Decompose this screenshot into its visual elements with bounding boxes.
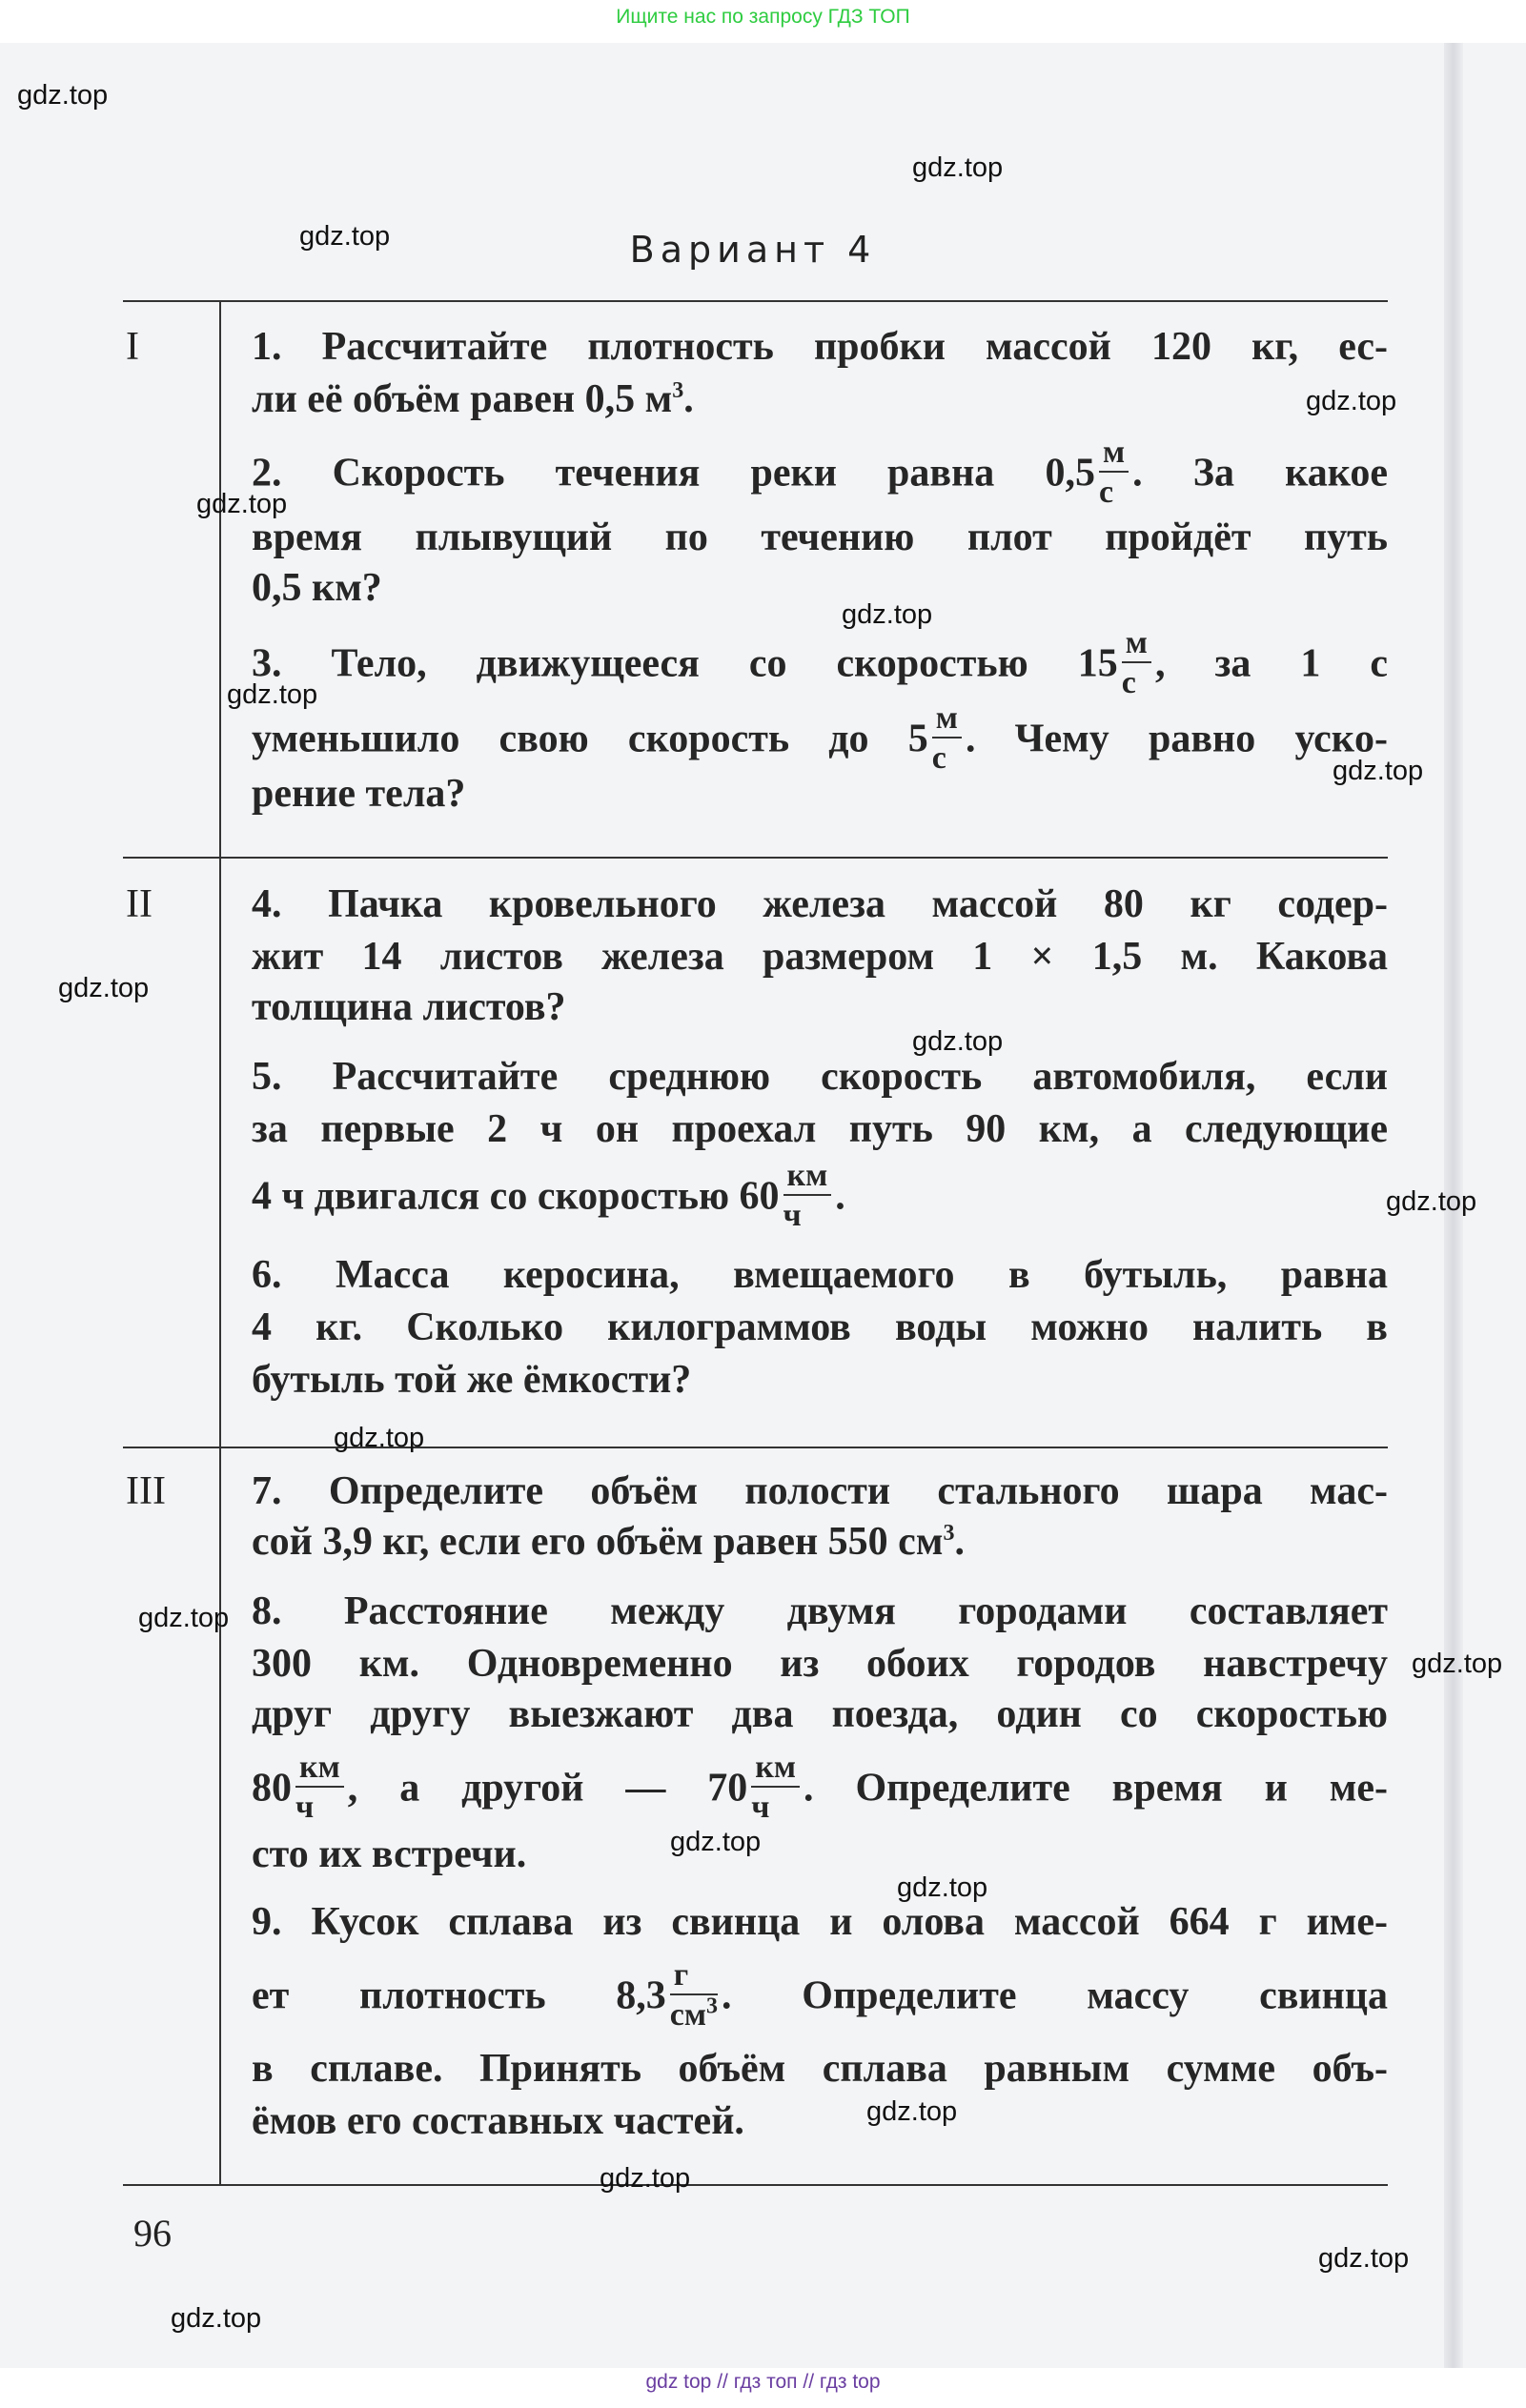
- section-label-2: II: [126, 882, 153, 926]
- problem-7-line: [252, 1465, 1388, 1518]
- problem-text: . За какое: [1132, 451, 1388, 496]
- watermark-link[interactable]: gdz.top: [897, 1872, 988, 1903]
- superscript: 3: [943, 1521, 955, 1546]
- watermark-link[interactable]: gdz.top: [912, 1026, 1004, 1057]
- divider-section-2: [123, 857, 1388, 859]
- problem-8-line: [252, 1750, 1388, 1825]
- problem-2-line: [252, 435, 1388, 510]
- problem-9-line: [252, 2094, 1388, 2148]
- watermark-link[interactable]: gdz.top: [17, 80, 109, 111]
- problem-text: Рассчитайте плотность пробки массой 120 кг, ес-: [321, 325, 1389, 369]
- problem-8-line: [252, 1637, 1388, 1690]
- problem-text: толщина листов?: [252, 985, 566, 1029]
- fraction-denominator: [295, 1788, 344, 1824]
- superscript: 3: [672, 378, 684, 403]
- watermark-link[interactable]: gdz.top: [600, 2163, 691, 2194]
- watermark-link[interactable]: gdz.top: [227, 679, 318, 710]
- unit-fraction: [932, 702, 962, 775]
- denominator-text: ч: [295, 1790, 315, 1825]
- search-banner[interactable]: Ищите нас по запросу ГДЗ ТОП: [616, 6, 910, 28]
- fraction-denominator: [1122, 663, 1151, 699]
- problem-1-line: [252, 320, 1388, 374]
- watermark-link[interactable]: gdz.top: [1306, 386, 1397, 416]
- watermark-link[interactable]: gdz.top: [299, 221, 391, 252]
- fraction-denominator: [1099, 473, 1129, 509]
- problem-7-line: [252, 1515, 1388, 1568]
- section-label-3: III: [126, 1469, 166, 1513]
- problem-text: Определите объём полости стального шара мас-: [328, 1469, 1388, 1513]
- problem-4-line: [252, 878, 1388, 931]
- problem-text: рение тела?: [252, 772, 466, 816]
- watermark-link[interactable]: gdz.top: [1333, 756, 1424, 786]
- watermark-link[interactable]: gdz.top: [912, 152, 1004, 183]
- problem-text: . Определите массу свинца: [722, 1973, 1388, 2018]
- problem-text: ёмов его составных частей.: [252, 2099, 744, 2143]
- problem-4-line: [252, 981, 1388, 1034]
- watermark-link[interactable]: gdz.top: [1412, 1649, 1503, 1679]
- problem-3-line: [252, 767, 1388, 820]
- fraction-numerator: км: [783, 1160, 832, 1196]
- problem-text: уменьшило свою скорость до 5: [252, 717, 928, 761]
- problem-text: сто их встречи.: [252, 1832, 527, 1876]
- problem-text: ли её объём равен 0,5 м: [252, 377, 673, 421]
- problem-text: 0,5 км?: [252, 566, 382, 610]
- fraction-numerator: км: [295, 1751, 344, 1788]
- problem-text: 80: [252, 1766, 292, 1811]
- unit-fraction: [295, 1751, 344, 1824]
- fraction-numerator: м: [932, 702, 962, 739]
- problem-text: ет плотность 8,3: [252, 1973, 666, 2018]
- denominator-text: см: [669, 1997, 707, 2033]
- problem-text: Расстояние между двумя городами составляет: [343, 1589, 1388, 1633]
- variant-title: Вариант 4: [629, 229, 877, 271]
- problem-text: .: [683, 377, 694, 421]
- problem-9-line: [252, 1957, 1388, 2033]
- superscript: 3: [706, 1993, 719, 2019]
- problem-number: 3.: [252, 641, 282, 686]
- denominator-text: с: [1098, 475, 1114, 510]
- problem-text: . Чему равно ускo-: [965, 717, 1388, 761]
- problem-text: Скорость течения реки равна 0,5: [332, 451, 1095, 496]
- problem-2-line: [252, 561, 1388, 615]
- watermark-link[interactable]: gdz.top: [866, 2096, 958, 2127]
- problem-text: 4 ч двигался со скоростью 60: [252, 1174, 780, 1219]
- denominator-text: ч: [783, 1198, 802, 1233]
- problem-number: 1.: [252, 325, 282, 369]
- problem-6-line: [252, 1353, 1388, 1406]
- problem-8-line: [252, 1828, 1388, 1881]
- fraction-numerator: г: [670, 1959, 718, 1995]
- watermark-link[interactable]: gdz.top: [138, 1603, 230, 1633]
- watermark-link[interactable]: gdz.top: [171, 2303, 262, 2334]
- watermark-link[interactable]: gdz.top: [842, 599, 933, 630]
- problem-text: , за 1 с: [1154, 641, 1388, 686]
- unit-fraction: [751, 1751, 800, 1824]
- problem-number: 2.: [252, 451, 282, 496]
- problem-text: бутыль той же ёмкости?: [252, 1358, 692, 1402]
- fraction-numerator: м: [1122, 627, 1151, 663]
- divider-top: [123, 300, 1388, 302]
- denominator-text: с: [1121, 665, 1136, 700]
- problem-number: 5.: [252, 1055, 282, 1099]
- problem-1-line: [252, 373, 1388, 426]
- problem-text: 300 км. Одновременно из обоих городов навстречу: [252, 1642, 1388, 1686]
- column-divider: [219, 301, 221, 2185]
- problem-number: 7.: [252, 1469, 282, 1513]
- watermark-link[interactable]: gdz.top: [1386, 1186, 1477, 1217]
- watermark-link[interactable]: gdz.top: [196, 489, 288, 519]
- problem-text: , а другой — 70: [347, 1766, 748, 1811]
- fraction-denominator: [783, 1196, 832, 1232]
- problem-number: 9.: [252, 1900, 282, 1944]
- problem-text: Кусок сплава из свинца и олова массой 664 г име-: [311, 1900, 1389, 1944]
- problem-8-line: [252, 1688, 1388, 1741]
- fraction-denominator: [751, 1788, 800, 1824]
- problem-6-line: [252, 1248, 1388, 1302]
- unit-fraction: [783, 1160, 832, 1232]
- divider-bottom: [123, 2184, 1388, 2186]
- watermark-link[interactable]: gdz.top: [670, 1827, 762, 1857]
- problem-text: время плывущий по течению плот пройдёт путь: [252, 516, 1388, 559]
- watermark-link[interactable]: gdz.top: [58, 973, 150, 1003]
- problem-9-line: [252, 1895, 1388, 1949]
- problem-number: 8.: [252, 1589, 282, 1633]
- problem-text: Тело, движущееся со скоростью 15: [331, 641, 1118, 686]
- problem-text: жит 14 листов железа размером 1 × 1,5 м. Какова: [252, 935, 1388, 979]
- problem-number: 6.: [252, 1253, 282, 1297]
- divider-section-3: [123, 1447, 1388, 1448]
- problem-5-line: [252, 1050, 1388, 1103]
- watermark-link[interactable]: gdz.top: [334, 1423, 425, 1453]
- fraction-denominator: [670, 1995, 718, 2032]
- fraction-numerator: м: [1099, 436, 1129, 473]
- problem-text: 4 кг. Сколько килограммов воды можно налить в: [252, 1305, 1388, 1349]
- problem-5-line: [252, 1158, 1388, 1233]
- problem-9-line: [252, 2042, 1388, 2095]
- problem-5-line: [252, 1103, 1388, 1156]
- unit-fraction: [1122, 627, 1151, 699]
- page-number: 96: [133, 2212, 172, 2255]
- unit-fraction: [670, 1959, 718, 2032]
- problem-text: .: [835, 1174, 845, 1219]
- watermark-link[interactable]: gdz.top: [1318, 2243, 1410, 2274]
- problem-text: за первые 2 ч он проехал путь 90 км, а следующие: [252, 1107, 1388, 1151]
- problem-text: .: [954, 1520, 965, 1564]
- problem-text: друг другу выезжают два поезда, один со скоростью: [252, 1692, 1388, 1736]
- fraction-numerator: км: [751, 1751, 800, 1788]
- problem-text: в сплаве. Принять объём сплава равным сумме объ-: [252, 2047, 1388, 2091]
- problem-text: Рассчитайте среднюю скорость автомобиля, если: [332, 1055, 1388, 1099]
- problem-6-line: [252, 1301, 1388, 1354]
- problem-4-line: [252, 930, 1388, 983]
- problem-8-line: [252, 1585, 1388, 1638]
- problem-number: 4.: [252, 882, 282, 926]
- unit-fraction: [1099, 436, 1129, 509]
- problem-text: . Определите время и ме-: [804, 1766, 1388, 1811]
- problem-2-line: [252, 511, 1388, 564]
- denominator-text: с: [931, 740, 946, 776]
- section-label-1: I: [126, 325, 139, 369]
- problem-3-line: [252, 700, 1388, 776]
- problem-3-line: [252, 625, 1388, 700]
- problem-text: Пачка кровельного железа массой 80 кг содер-: [328, 882, 1389, 926]
- problem-text: Масса керосина, вмещаемого в бутыль, равна: [336, 1253, 1389, 1297]
- problem-text: сой 3,9 кг, если его объём равен 550 см: [252, 1520, 944, 1564]
- footer-links[interactable]: gdz top // гдз топ // гдз top: [645, 2371, 881, 2393]
- denominator-text: ч: [751, 1790, 770, 1825]
